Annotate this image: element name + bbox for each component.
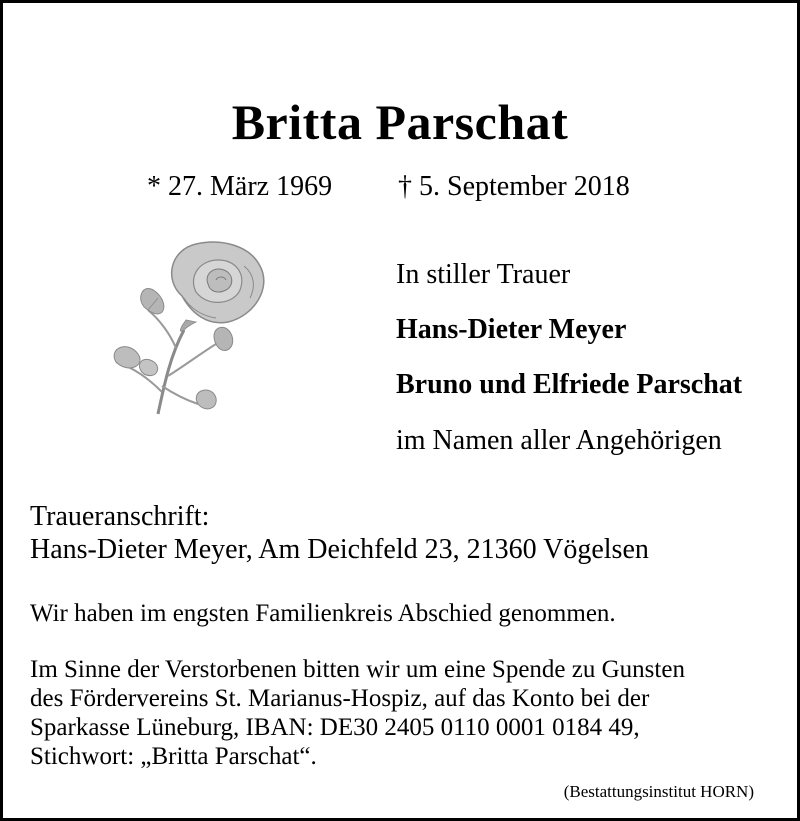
death-date: † 5. September 2018 [398, 171, 630, 202]
mourning-intro: In stiller Trauer [396, 259, 571, 290]
birth-date: * 27. März 1969 [147, 171, 333, 202]
rose-icon [104, 236, 279, 420]
address-label: Traueranschrift: [30, 501, 210, 532]
donation-line-1: Im Sinne der Verstorbenen bitten wir um eine Spende zu Gunsten [30, 656, 685, 683]
farewell-text: Wir haben im engsten Familienkreis Abschied genommen. [30, 600, 616, 627]
undertaker-credit: (Bestattungsinstitut HORN) [563, 782, 754, 801]
donation-line-3: Sparkasse Lüneburg, IBAN: DE30 2405 0110 0001 0184 49, [30, 714, 640, 741]
donation-line-4: Stichwort: „Britta Parschat“. [30, 743, 317, 770]
mourner-2: Bruno und Elfriede Parschat [396, 369, 743, 400]
donation-line-2: des Fördervereins St. Marianus-Hospiz, auf das Konto bei der [30, 685, 650, 712]
mourning-outro: im Namen aller Angehörigen [396, 425, 722, 456]
mourner-1: Hans-Dieter Meyer [396, 314, 627, 345]
deceased-name: Britta Parschat [231, 94, 569, 150]
address-value: Hans-Dieter Meyer, Am Deichfeld 23, 21360 Vögelsen [30, 534, 649, 565]
